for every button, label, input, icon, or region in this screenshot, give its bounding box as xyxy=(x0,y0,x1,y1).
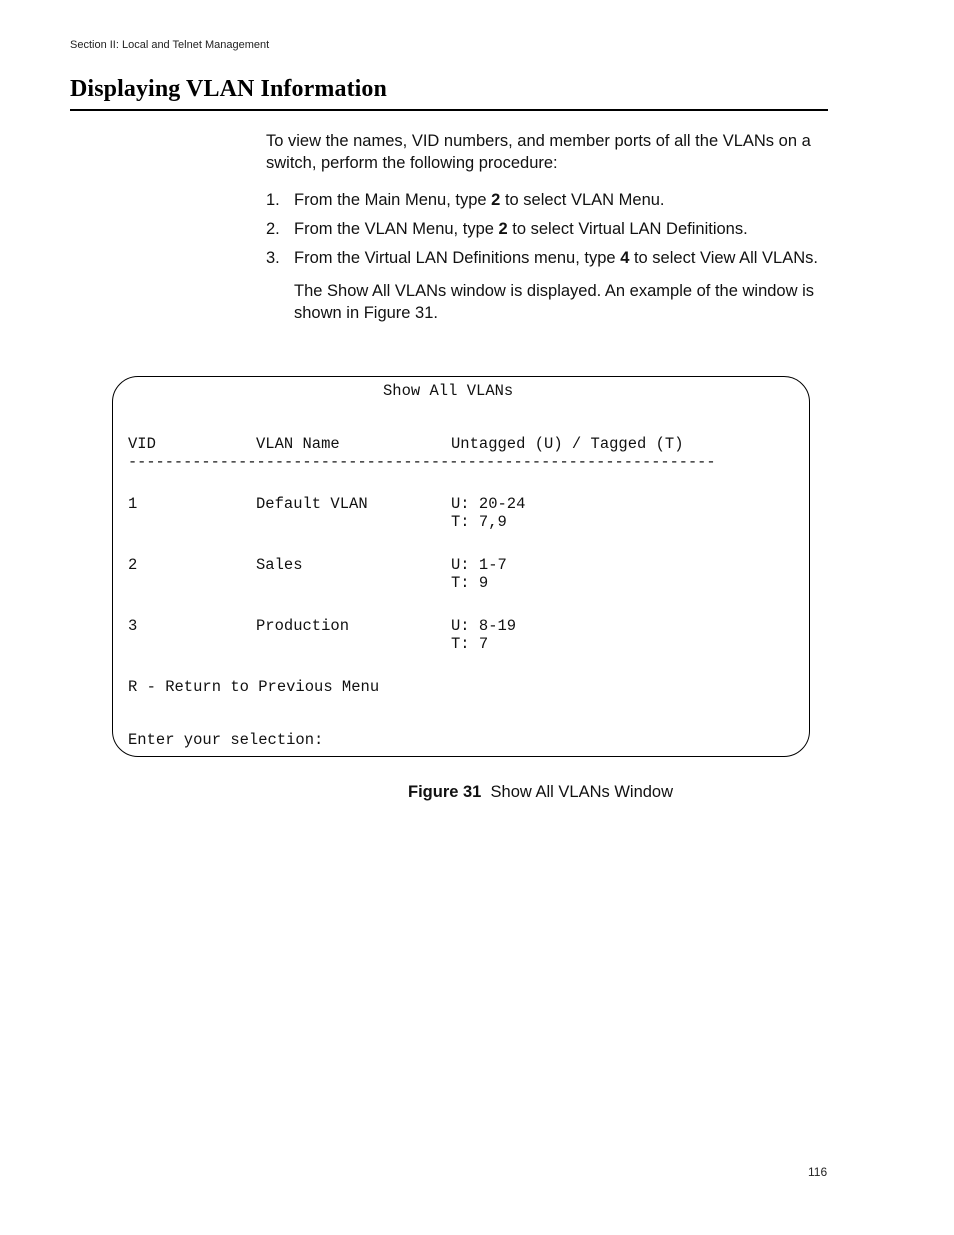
intro-paragraph: To view the names, VID numbers, and member ports of all the VLANs on a switch, perform the following procedure: xyxy=(266,132,811,172)
step-item xyxy=(266,189,832,211)
row-vid: 1 xyxy=(128,495,138,513)
column-header-vid: VID xyxy=(128,435,156,453)
title-rule xyxy=(70,109,828,111)
row-untagged-ports: U: 8-19 xyxy=(451,617,517,635)
step-text: From the Main Menu, type xyxy=(294,191,492,209)
step-number: 3. xyxy=(266,249,280,267)
step-number: 1. xyxy=(266,191,280,209)
step-note: The Show All VLANs window is displayed. An example of the window is shown in Figure 31. xyxy=(294,282,815,322)
return-menu-option: R - Return to Previous Menu xyxy=(128,678,380,696)
figure-label: Figure 31 xyxy=(408,783,482,801)
step-item xyxy=(266,247,832,324)
step-text: to select View All VLANs. xyxy=(629,249,818,267)
row-tagged-ports: T: 9 xyxy=(451,574,489,592)
row-vlan-name: Sales xyxy=(256,556,303,574)
terminal-window xyxy=(112,376,810,757)
page-number: 116 xyxy=(808,1165,828,1179)
row-vid: 3 xyxy=(128,617,138,635)
step-number: 2. xyxy=(266,220,280,238)
row-tagged-ports: T: 7 xyxy=(451,635,489,653)
step-text: to select Virtual LAN Definitions. xyxy=(507,220,748,238)
selection-prompt: Enter your selection: xyxy=(128,731,324,749)
row-vid: 2 xyxy=(128,556,138,574)
page-title: Displaying VLAN Information xyxy=(70,76,387,102)
step-text: From the Virtual LAN Definitions menu, type xyxy=(294,249,621,267)
row-vlan-name: Production xyxy=(256,617,350,635)
header-separator: ---------------------------------------------------------------- xyxy=(128,453,716,471)
column-header-name: VLAN Name xyxy=(256,435,340,453)
step-key: 2 xyxy=(498,220,508,238)
step-key: 4 xyxy=(620,249,630,267)
step-text: to select VLAN Menu. xyxy=(500,191,665,209)
figure-caption xyxy=(408,783,673,802)
terminal-title: Show All VLANs xyxy=(383,382,514,400)
figure-title: Show All VLANs Window xyxy=(490,783,674,801)
procedure-steps xyxy=(266,189,832,331)
step-item xyxy=(266,218,832,240)
step-text: From the VLAN Menu, type xyxy=(294,220,499,238)
step-key: 2 xyxy=(491,191,501,209)
section-header: Section II: Local and Telnet Management xyxy=(70,39,270,51)
column-header-ports: Untagged (U) / Tagged (T) xyxy=(451,435,684,453)
row-untagged-ports: U: 1-7 xyxy=(451,556,507,574)
row-tagged-ports: T: 7,9 xyxy=(451,513,507,531)
row-untagged-ports: U: 20-24 xyxy=(451,495,526,513)
row-vlan-name: Default VLAN xyxy=(256,495,368,513)
